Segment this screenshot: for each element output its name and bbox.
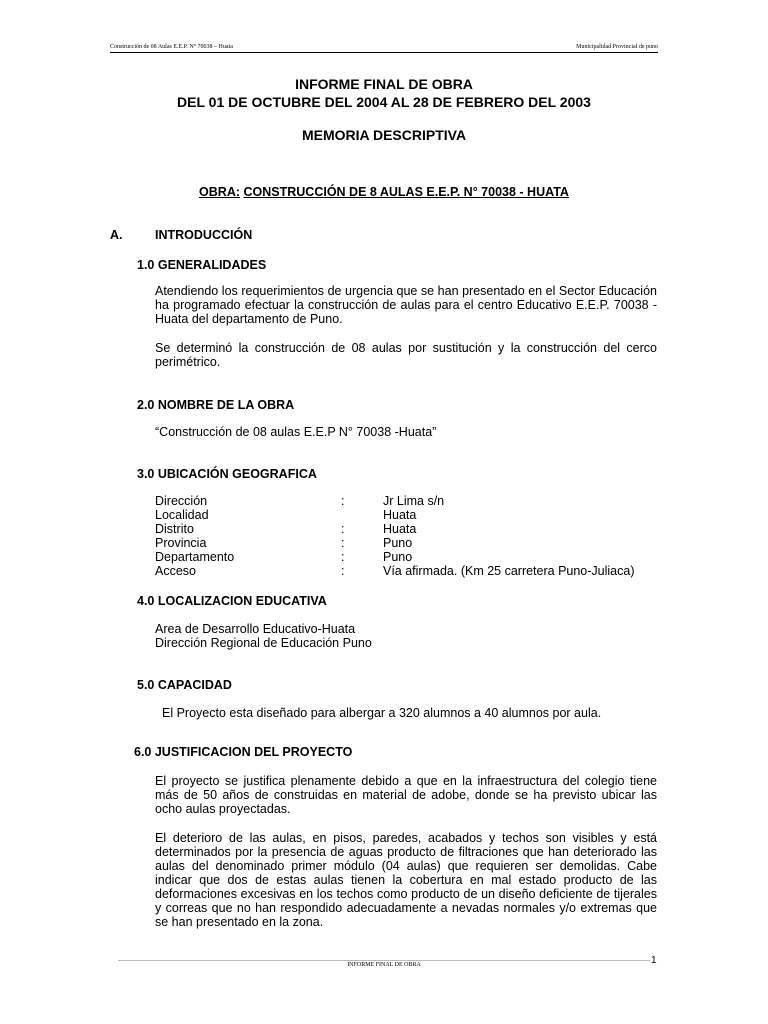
section-4-line-1: Area de Desarrollo Educativo-Huata [155,622,356,636]
location-separator: : [341,536,345,550]
section-6-title: 6.0 JUSTIFICACION DEL PROYECTO [134,745,353,759]
location-value: Vía afirmada. (Km 25 carretera Puno-Juliaca) [383,564,635,578]
location-key: Acceso [155,564,196,578]
section-2-text: “Construcción de 08 aulas E.E.P N° 70038 -Huata” [155,425,437,439]
location-value: Puno [383,550,413,564]
section-2-title: 2.0 NOMBRE DE LA OBRA [137,398,295,412]
location-table [155,494,635,578]
location-value: Puno [383,536,413,550]
section-4-line-2: Dirección Regional de Educación Puno [155,636,372,650]
location-key: Distrito [155,522,194,536]
section-6-paragraph-1: El proyecto se justifica plenamente debido a que en la infraestructura del colegio tiene más de 50 años de construidas en material de adobe, donde se ha previsto ubicar las ocho aulas proyectadas. [155,774,657,816]
section-1-paragraph-2: Se determinó la construcción de 08 aulas por sustitución y la construcción del cerco perimétrico. [155,341,657,369]
location-separator: : [341,550,345,564]
section-5-title: 5.0 CAPACIDAD [137,678,232,692]
location-key: Departamento [155,550,235,564]
footer-divider [118,960,650,961]
location-key: Dirección [155,494,208,508]
section-3-title: 3.0 UBICACIÓN GEOGRAFICA [137,467,317,481]
location-separator [341,508,383,522]
header-right: Municipalidad Provincial de puno [576,44,658,50]
section-1-title: 1.0 GENERALIDADES [137,258,267,272]
section-5-text: El Proyecto esta diseñado para albergar a 320 alumnos a 40 alumnos por aula. [162,706,602,720]
location-value: Jr Lima s/n [383,494,445,508]
section-1-paragraph-1: Atendiendo los requerimientos de urgencia que se han presentado en el Sector Educación ha programado efectuar la construcción de aulas para el centro Educativo E.E.P. 70038 - Huata del departamento de Puno. [155,284,657,326]
header-left: Construcción de 08 Aulas E.E.P. N° 70038 – Huata [110,44,233,50]
footer-text: INFORME FINAL DE OBRA [347,962,421,968]
report-title: INFORME FINAL DE OBRA [295,76,473,92]
location-separator: : [341,564,345,578]
section-4-title: 4.0 LOCALIZACION EDUCATIVA [137,594,327,608]
location-row [155,536,635,550]
location-row [155,550,635,564]
report-subtitle: MEMORIA DESCRIPTIVA [301,127,467,143]
obra-heading [0,185,768,199]
location-separator: : [341,494,345,508]
page-header [110,44,658,53]
section-a-title: INTRODUCCIÓN [155,228,253,242]
location-row [155,564,635,578]
location-row [155,494,635,508]
obra-value: CONSTRUCCIÓN DE 8 AULAS E.E.P. N° 70038 - HUATA [243,185,569,199]
obra-label: OBRA: [199,185,241,199]
section-a-letter: A. [110,228,123,242]
page-number: 1 [651,955,657,966]
section-6-paragraph-2: El deterioro de las aulas, en pisos, paredes, acabados y techos son visibles y está determinados por la presencia de aguas producto de filtraciones que han deteriorado las aulas del denominado primer módulo (04 aulas) que requieren ser demolidas. Cabe indicar que dos de estas aulas tienen la cobertura en mal estado producto de las deformaciones excesivas en los techos como producto de un diseño deficiente de tijerales y correas que no han respondido adecuadamente a nevadas normales y/o extremas que se han presentado en la zona. [155,831,657,929]
location-value: Huata [383,522,417,536]
location-value: Huata [383,508,417,522]
location-separator: : [341,522,345,536]
location-row [155,522,635,536]
location-key: Localidad [155,508,209,522]
location-key: Provincia [155,536,207,550]
report-period: DEL 01 DE OCTUBRE DEL 2004 AL 28 DE FEBRERO DEL 2003 [177,94,591,110]
location-row [155,508,635,522]
